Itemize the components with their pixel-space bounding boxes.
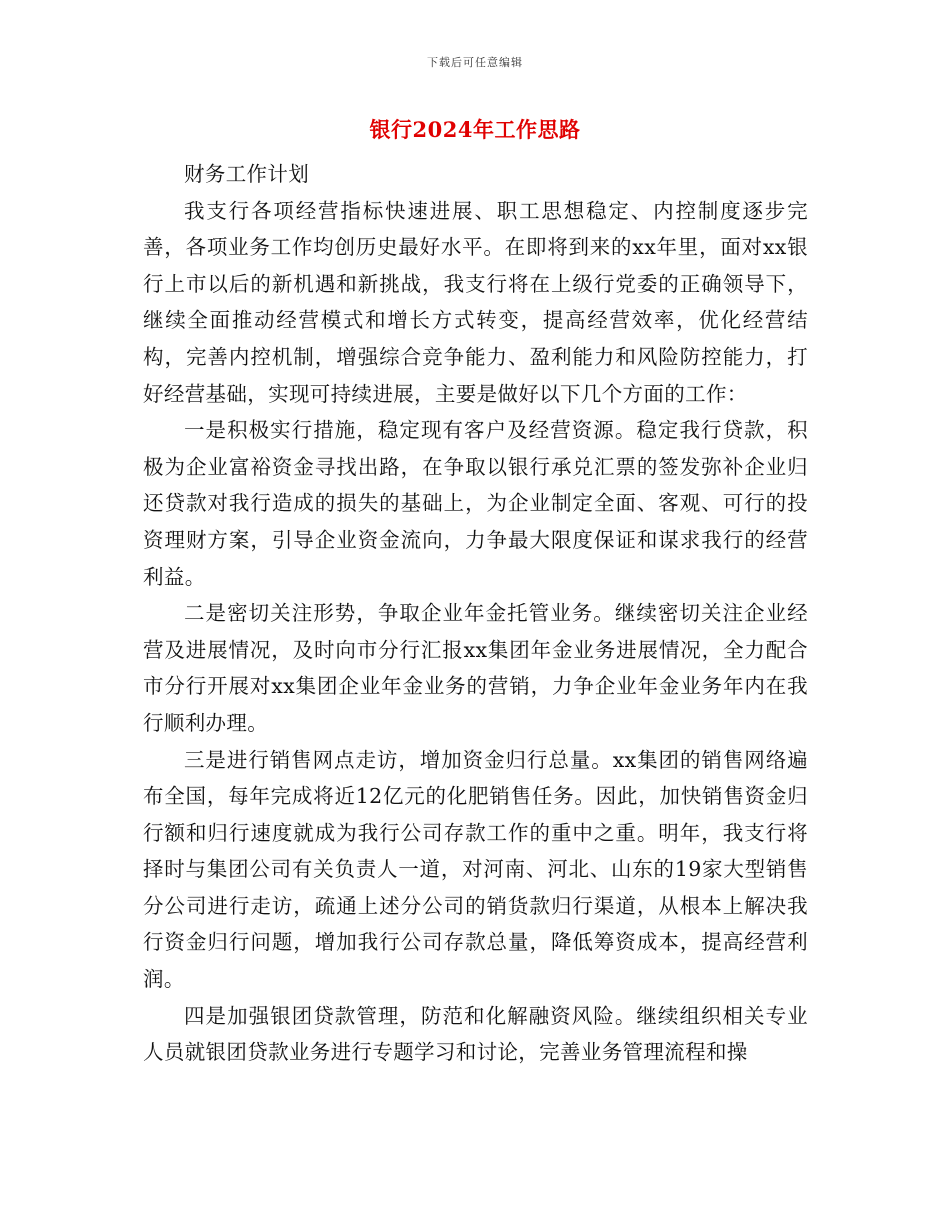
- header-note: 下载后可任意编辑: [427, 56, 523, 69]
- paragraph-item-3: 三是进行销售网点走访，增加资金归行总量。xx集团的销售网络遍布全国，每年完成将近12亿元的化肥销售任务。因此，加快销售资金归行额和归行速度就成为我行公司存款工作的重中之重。明年，我支行将择时与集团公司有关负责人一道，对河南、河北、山东的19家大型销售分公司进行走访，疏通上述分公司的销货款归行渠道，从根本上解决我行资金归行问题，增加我行公司存款总量，降低筹资成本，提高经营利润。: [143, 747, 808, 992]
- paragraph-item-1: 一是积极实行措施，稳定现有客户及经营资源。稳定我行贷款，积极为企业富裕资金寻找出路，在争取以银行承兑汇票的签发弥补企业归还贷款对我行造成的损失的基础上，为企业制定全面、客观、可行的投资理财方案，引导企业资金流向，力争最大限度保证和谋求我行的经营利益。: [143, 418, 808, 589]
- document-body: [143, 156, 808, 1071]
- paragraph-intro: 我支行各项经营指标快速进展、职工思想稳定、内控制度逐步完善，各项业务工作均创历史最好水平。在即将到来的xx年里，面对xx银行上市以后的新机遇和新挑战，我支行将在上级行党委的正确领导下，继续全面推动经营模式和增长方式转变，提高经营效率，优化经营结构，完善内控机制，增强综合竞争能力、盈利能力和风险防控能力，打好经营基础，实现可持续进展，主要是做好以下几个方面的工作：: [143, 198, 808, 406]
- paragraph-subtitle: 财务工作计划: [184, 162, 310, 186]
- document-title: 银行2024年工作思路: [369, 117, 581, 142]
- paragraph-item-4: 四是加强银团贷款管理，防范和化解融资风险。继续组织相关专业人员就银团贷款业务进行专题学习和讨论，完善业务管理流程和操: [143, 1003, 808, 1065]
- paragraph-item-2: 二是密切关注形势，争取企业年金托管业务。继续密切关注企业经营及进展情况，及时向市分行汇报xx集团年金业务进展情况，全力配合市分行开展对xx集团企业年金业务的营销，力争企业年金业务年内在我行顺利办理。: [143, 601, 808, 735]
